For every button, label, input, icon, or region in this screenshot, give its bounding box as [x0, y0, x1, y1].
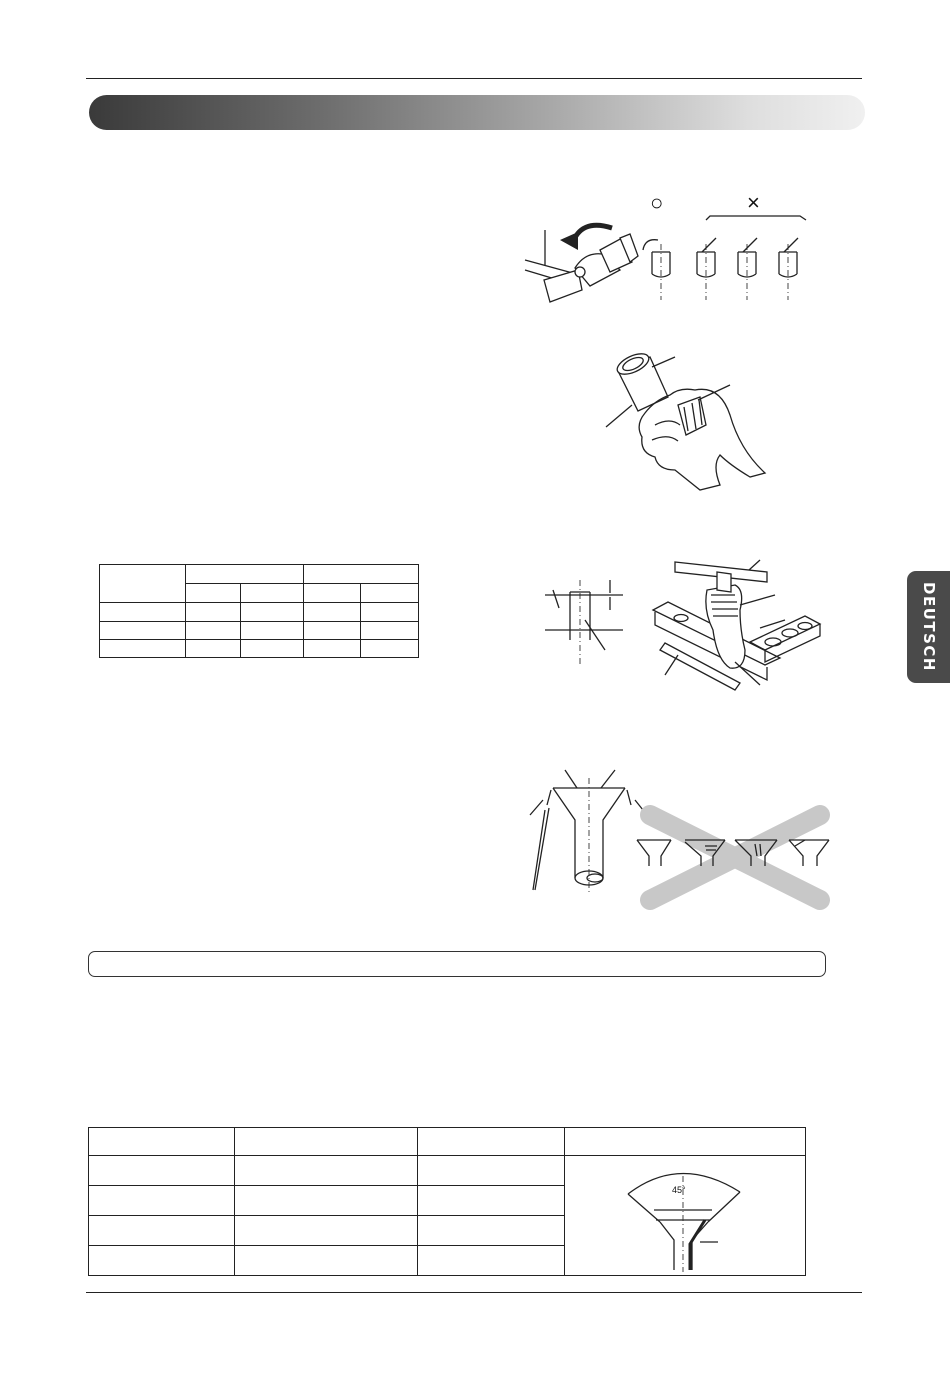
flare-tool-illustration [535, 550, 835, 690]
language-tab-label: DEUTSCH [919, 582, 938, 672]
header-rule [86, 78, 862, 79]
flare-angle-label: 45° [672, 1185, 686, 1195]
ok-symbol: ○ [650, 190, 664, 215]
footer-rule [86, 1292, 862, 1293]
deburring-illustration [600, 345, 770, 495]
pipe-dimension-table [99, 564, 419, 658]
pipe-cutter-illustration [520, 190, 820, 315]
language-tab[interactable] [907, 571, 950, 683]
subsection-heading-box [88, 951, 826, 977]
section-banner [89, 95, 865, 130]
ng-symbol: × [747, 190, 760, 215]
flare-inspection-illustration [525, 760, 845, 910]
flare-angle-diagram [620, 1162, 750, 1272]
